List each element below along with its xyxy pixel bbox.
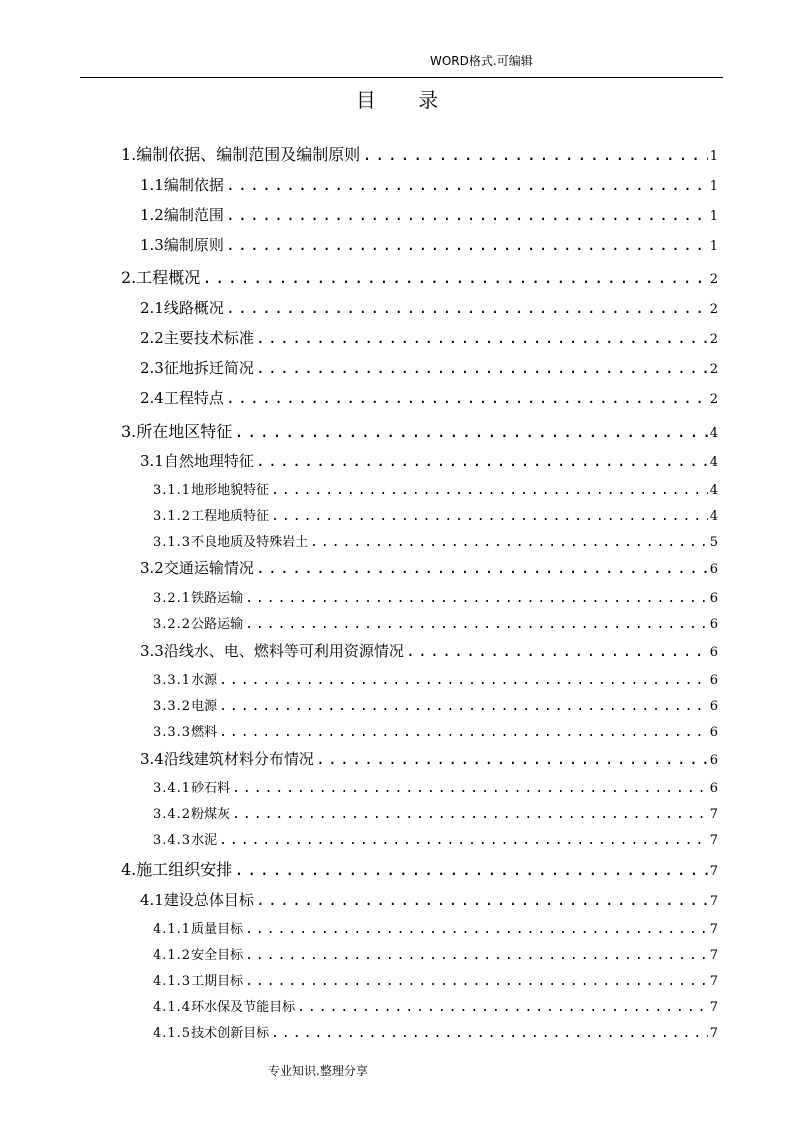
toc-entry-3-3-2[interactable] (153, 695, 718, 714)
toc-label: 施工组织安排 (136, 860, 233, 879)
toc-leader (406, 642, 708, 660)
toc-page: 4 (709, 426, 718, 441)
toc-number: 3.3.2 (153, 699, 192, 714)
toc-entry-3-3-3[interactable] (153, 721, 718, 740)
toc-label: 燃料 (191, 725, 218, 740)
toc-label: 沿线建筑材料分布情况 (163, 750, 314, 768)
toc-page: 1 (709, 239, 718, 254)
toc-label: 地形地貌特征 (191, 483, 270, 498)
toc-entry-3-2-2[interactable] (153, 613, 718, 632)
toc-page: 4 (709, 509, 718, 524)
toc-leader (271, 1026, 708, 1041)
toc-page: 2 (709, 332, 718, 347)
toc-label: 编制范围 (163, 206, 224, 224)
toc-page: 6 (709, 617, 718, 632)
toc-number: 2.3 (140, 359, 164, 377)
toc-entry-3-1[interactable] (140, 450, 718, 471)
toc-label: 所在地区特征 (136, 422, 233, 441)
toc-leader (219, 725, 708, 740)
toc-number: 3.4 (140, 750, 164, 768)
toc-label: 水泥 (191, 833, 218, 848)
toc-page: 4 (709, 483, 718, 498)
toc-leader (245, 922, 708, 937)
toc-leader (316, 750, 708, 768)
toc-number: 3.3.3 (153, 725, 192, 740)
toc-page: 2 (709, 272, 718, 287)
toc-entry-1-3[interactable] (140, 234, 718, 255)
toc-label: 公路运输 (191, 617, 244, 632)
toc-label: 交通运输情况 (163, 559, 254, 577)
toc-number: 4.1.2 (153, 948, 192, 963)
toc-label: 工期目标 (191, 974, 244, 989)
toc-page: 2 (709, 302, 718, 317)
toc-number: 4.1.4 (153, 1000, 192, 1015)
toc-page: 6 (709, 645, 718, 660)
toc-number: 4.1 (140, 891, 164, 909)
toc-label: 主要技术标准 (163, 329, 254, 347)
toc-entry-3-2[interactable] (140, 557, 718, 578)
toc-entry-3-2-1[interactable] (153, 587, 718, 606)
toc-leader (219, 833, 708, 848)
toc-number: 3.4.2 (153, 807, 192, 822)
toc-number: 3.3.1 (153, 673, 192, 688)
toc-leader (245, 617, 708, 632)
toc-label: 安全目标 (191, 948, 244, 963)
toc-title: 目 录 (355, 88, 457, 112)
toc-label: 电源 (191, 699, 218, 714)
toc-entry-3-4-3[interactable] (153, 829, 718, 848)
toc-entry-3-4[interactable] (140, 748, 718, 769)
toc-leader (226, 236, 708, 254)
toc-label: 征地拆迁简况 (163, 359, 254, 377)
toc-entry-4-1[interactable] (140, 889, 718, 910)
toc-entry-2-4[interactable] (140, 387, 718, 408)
toc-page: 7 (709, 807, 718, 822)
toc-leader (256, 359, 708, 377)
toc-entry-3-4-2[interactable] (153, 803, 718, 822)
toc-page: 1 (709, 209, 718, 224)
toc-label: 砂石料 (191, 781, 231, 796)
toc-number: 4.1.5 (153, 1026, 192, 1041)
toc-page: 6 (709, 673, 718, 688)
toc-leader (226, 206, 708, 224)
toc-entry-1[interactable] (121, 142, 718, 165)
toc-label: 水源 (191, 673, 218, 688)
toc-number: 3. (121, 422, 137, 441)
toc-leader (232, 781, 708, 796)
toc-entry-1-2[interactable] (140, 204, 718, 225)
toc-leader (245, 974, 708, 989)
header-divider (80, 77, 723, 78)
toc-number: 2. (121, 268, 137, 287)
toc-page: 7 (709, 974, 718, 989)
toc-number: 1.1 (140, 176, 164, 194)
toc-page: 7 (709, 864, 718, 879)
toc-number: 2.4 (140, 389, 164, 407)
toc-label: 技术创新目标 (191, 1026, 270, 1041)
toc-label: 编制依据 (163, 176, 224, 194)
toc-leader (256, 452, 708, 470)
toc-number: 3.4.1 (153, 781, 192, 796)
toc-leader (219, 673, 708, 688)
toc-entry-4-1-3[interactable] (153, 970, 718, 989)
toc-label: 编制依据、编制范围及编制原则 (136, 145, 361, 164)
toc-entry-3-4-1[interactable] (153, 777, 718, 796)
toc-label: 不良地质及特殊岩土 (191, 535, 309, 550)
toc-entry-3[interactable] (121, 419, 718, 442)
toc-entry-3-3-1[interactable] (153, 669, 718, 688)
toc-entry-2[interactable] (121, 265, 718, 288)
toc-number: 3.1 (140, 452, 164, 470)
toc-page: 6 (709, 781, 718, 796)
toc-number: 3.3 (140, 642, 164, 660)
toc-number: 1.2 (140, 206, 164, 224)
toc-entry-3-1-2[interactable] (153, 505, 718, 524)
toc-leader (297, 1000, 708, 1015)
toc-label: 铁路运输 (191, 591, 244, 606)
toc-number: 3.1.2 (153, 509, 192, 524)
toc-page: 2 (709, 362, 718, 377)
toc-leader (219, 699, 708, 714)
toc-entry-3-3[interactable] (140, 640, 718, 661)
toc-number: 3.2.1 (153, 591, 192, 606)
toc-leader (226, 176, 708, 194)
toc-label: 工程地质特征 (191, 509, 270, 524)
toc-number: 1. (121, 145, 137, 164)
toc-number: 4.1.1 (153, 922, 192, 937)
toc-label: 自然地理特征 (163, 452, 254, 470)
toc-number: 4. (121, 860, 137, 879)
toc-entry-2-1[interactable] (140, 297, 718, 318)
toc-leader (226, 389, 708, 407)
toc-page: 7 (709, 948, 718, 963)
toc-entry-2-2[interactable] (140, 327, 718, 348)
toc-label: 编制原则 (163, 236, 224, 254)
toc-number: 3.1.1 (153, 483, 192, 498)
toc-leader (226, 299, 708, 317)
toc-entry-4-1-5[interactable] (153, 1022, 718, 1041)
toc-page: 6 (709, 725, 718, 740)
toc-entry-4-1-4[interactable] (153, 996, 718, 1015)
toc-label: 粉煤灰 (191, 807, 231, 822)
toc-leader (234, 422, 707, 441)
toc-entry-4-1-1[interactable] (153, 918, 718, 937)
header-text: WORD格式.可编辑 (430, 54, 533, 68)
toc-leader (310, 535, 708, 550)
toc-page: 4 (709, 455, 718, 470)
toc-page: 1 (709, 149, 718, 164)
toc-leader (234, 860, 707, 879)
toc-entry-2-3[interactable] (140, 357, 718, 378)
toc-page: 7 (709, 1026, 718, 1041)
toc-leader (271, 509, 708, 524)
toc-label: 工程概况 (136, 268, 201, 287)
toc-page: 5 (709, 535, 718, 550)
toc-leader (202, 268, 707, 287)
toc-number: 2.2 (140, 329, 164, 347)
toc-number: 3.2.2 (153, 617, 192, 632)
toc-leader (362, 145, 707, 164)
toc-page: 6 (709, 699, 718, 714)
toc-leader (245, 948, 708, 963)
toc-leader (271, 483, 708, 498)
toc-entry-3-1-1[interactable] (153, 479, 718, 498)
toc-leader (232, 807, 708, 822)
page-footer: 专业知识.整理分享 (268, 1064, 368, 1078)
toc-entry-4-1-2[interactable] (153, 944, 718, 963)
toc-label: 线路概况 (163, 299, 224, 317)
toc-page: 1 (709, 179, 718, 194)
toc-leader (256, 891, 708, 909)
toc-number: 3.2 (140, 559, 164, 577)
toc-page: 7 (709, 894, 718, 909)
toc-entry-3-1-3[interactable] (153, 531, 718, 550)
toc-number: 3.4.3 (153, 833, 192, 848)
toc-page: 6 (709, 753, 718, 768)
toc-number: 2.1 (140, 299, 164, 317)
toc-entry-4[interactable] (121, 857, 718, 880)
toc-page: 2 (709, 392, 718, 407)
toc-label: 沿线水、电、燃料等可利用资源情况 (163, 642, 404, 660)
toc-label: 质量目标 (191, 922, 244, 937)
toc-leader (245, 591, 708, 606)
toc-number: 3.1.3 (153, 535, 192, 550)
toc-page: 7 (709, 1000, 718, 1015)
toc-label: 建设总体目标 (163, 891, 254, 909)
toc-page: 6 (709, 591, 718, 606)
toc-entry-1-1[interactable] (140, 174, 718, 195)
toc-number: 1.3 (140, 236, 164, 254)
toc-page: 7 (709, 833, 718, 848)
toc-number: 4.1.3 (153, 974, 192, 989)
toc-label: 工程特点 (163, 389, 224, 407)
toc-page: 7 (709, 922, 718, 937)
toc-page: 6 (709, 562, 718, 577)
toc-leader (256, 329, 708, 347)
toc-label: 环水保及节能目标 (191, 1000, 296, 1015)
toc-leader (256, 559, 708, 577)
